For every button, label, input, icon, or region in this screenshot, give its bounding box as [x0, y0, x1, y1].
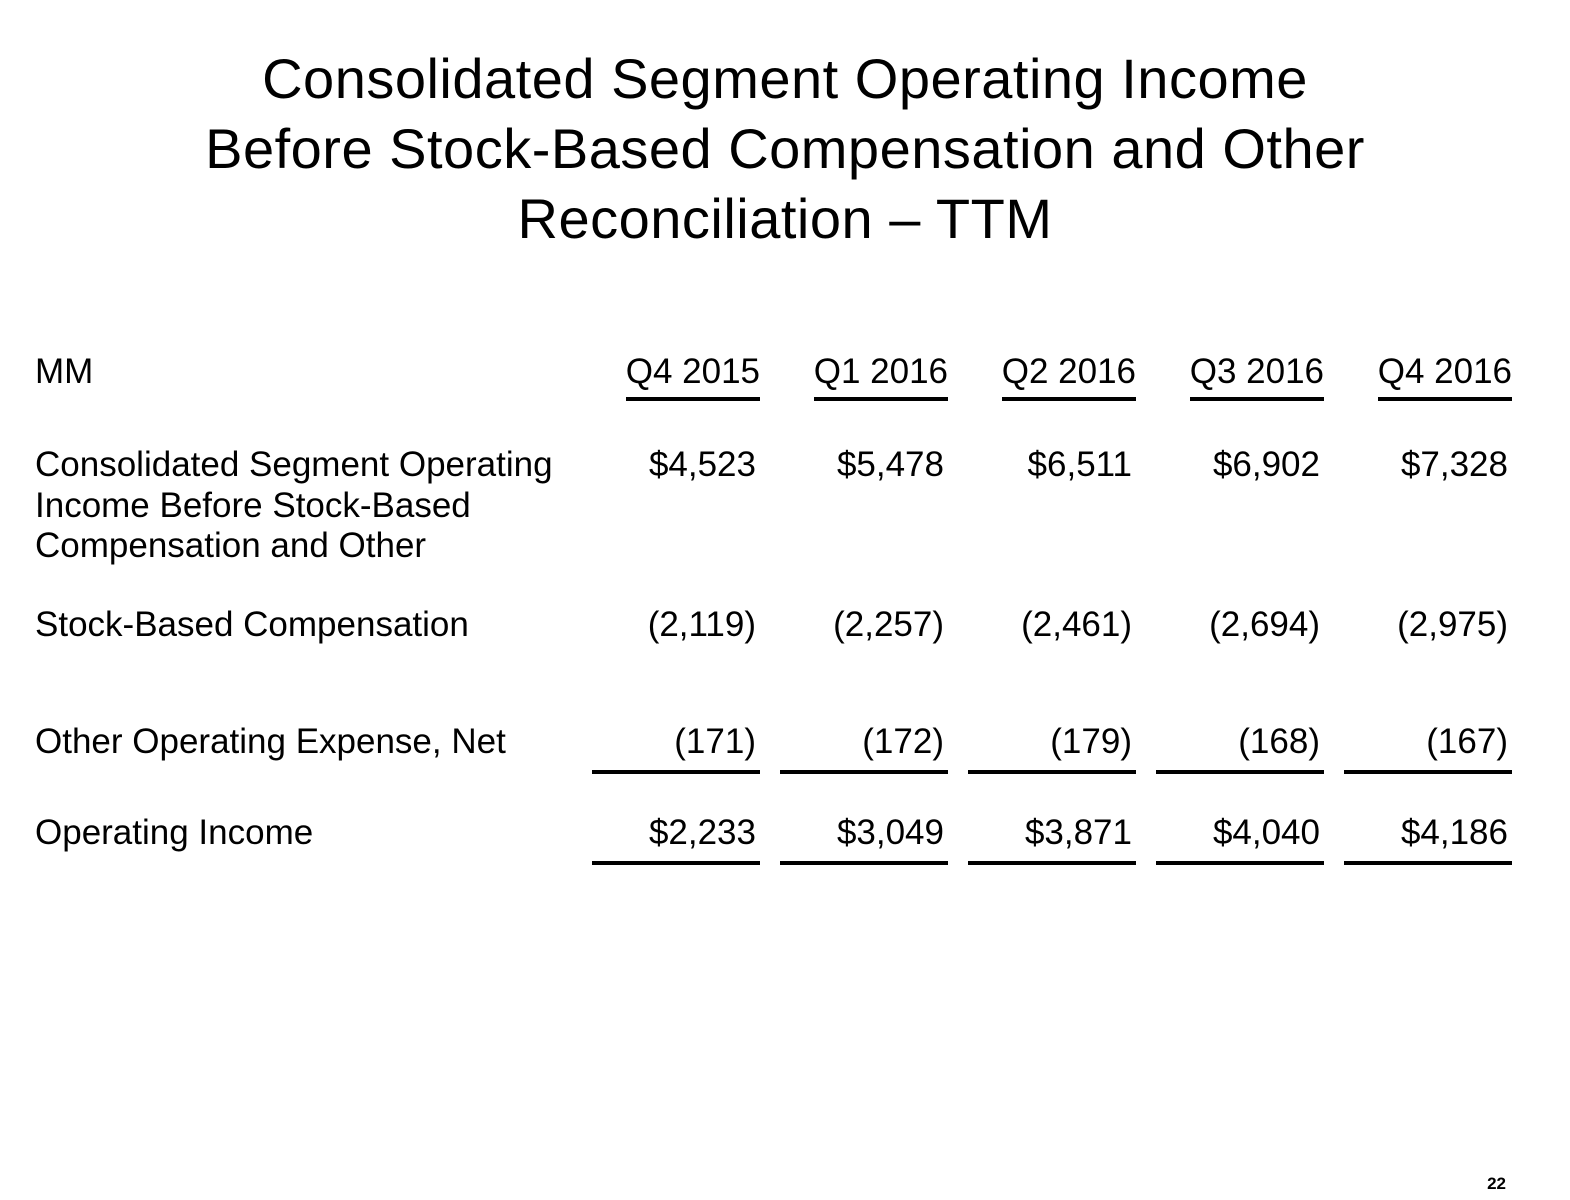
value: (172): [862, 722, 944, 761]
row-label: Operating Income: [35, 813, 314, 852]
value-rule-box: [1344, 445, 1512, 485]
page-title-line-1: Consolidated Segment Operating Income: [262, 47, 1308, 110]
value-cell: [1136, 605, 1324, 645]
value-rule-box: [780, 813, 948, 865]
unit-label: MM: [35, 352, 94, 391]
value: $2,233: [648, 813, 756, 852]
value: $6,902: [1212, 445, 1320, 484]
value-rule-box: [592, 445, 760, 485]
value-cell: [1324, 722, 1512, 774]
value-cell: [572, 722, 760, 774]
value-cell: [1324, 605, 1512, 645]
value-cell: [760, 605, 948, 645]
value-rule-box: [1344, 813, 1512, 865]
value-cell: [1324, 813, 1512, 865]
value-cell: [1136, 445, 1324, 485]
value-rule-box: [1344, 722, 1512, 774]
value: (2,461): [1021, 605, 1132, 644]
value-rule-box: [592, 722, 760, 774]
table-row: [35, 605, 1512, 646]
value-rule-box: [592, 813, 760, 865]
value-cell: [1324, 445, 1512, 485]
value-rule-box: [968, 445, 1136, 485]
value: $4,040: [1212, 813, 1320, 852]
table-row: [35, 722, 1512, 774]
row-label-cell: [35, 722, 572, 763]
value-cell: [948, 605, 1136, 645]
value-cell: [760, 722, 948, 774]
value-cell: [948, 722, 1136, 774]
value-rule-box: [1156, 605, 1324, 645]
column-header-q3-2016: Q3 2016: [1190, 352, 1324, 401]
value-cell: [572, 445, 760, 485]
value-rule-box: [968, 813, 1136, 865]
value: (168): [1238, 722, 1320, 761]
value-cell: [760, 445, 948, 485]
value-rule-box: [1344, 605, 1512, 645]
value: (2,694): [1209, 605, 1320, 644]
column-header-cell: [948, 352, 1136, 401]
column-header-cell: [760, 352, 948, 401]
column-header-cell: [572, 352, 760, 401]
row-label-cell: [35, 605, 572, 646]
page-number: 22: [1487, 1174, 1506, 1193]
value: $7,328: [1400, 445, 1508, 484]
value-rule-box: [968, 605, 1136, 645]
table-row: [35, 813, 1512, 865]
value-cell: [572, 813, 760, 865]
value-cell: [1136, 813, 1324, 865]
column-header-cell: [1324, 352, 1512, 401]
value-cell: [760, 813, 948, 865]
row-label: Stock-Based Compensation: [35, 605, 469, 644]
value-cell: [948, 445, 1136, 485]
table-header-row: [35, 352, 1512, 401]
page-title-line-3: Reconciliation – TTM: [517, 187, 1053, 250]
column-header-cell: [1136, 352, 1324, 401]
value-rule-box: [780, 445, 948, 485]
column-header-q4-2016: Q4 2016: [1378, 352, 1512, 401]
value: $6,511: [1027, 445, 1132, 484]
value-rule-box: [592, 605, 760, 645]
row-label-cell: [35, 445, 572, 567]
value: $4,186: [1400, 813, 1508, 852]
page-title-line-2: Before Stock-Based Compensation and Other: [205, 117, 1365, 180]
row-label: Other Operating Expense, Net: [35, 722, 506, 761]
value-rule-box: [1156, 813, 1324, 865]
column-header-q2-2016: Q2 2016: [1002, 352, 1136, 401]
table-row: [35, 445, 1512, 567]
value: $5,478: [836, 445, 944, 484]
value: (2,257): [833, 605, 944, 644]
value: $4,523: [648, 445, 756, 484]
value: (167): [1426, 722, 1508, 761]
column-header-q4-2015: Q4 2015: [626, 352, 760, 401]
value: $3,049: [836, 813, 944, 852]
value: (2,119): [647, 605, 756, 644]
value-rule-box: [968, 722, 1136, 774]
column-header-q1-2016: Q1 2016: [814, 352, 948, 401]
value-cell: [948, 813, 1136, 865]
value: $3,871: [1024, 813, 1132, 852]
value: (2,975): [1397, 605, 1508, 644]
value-rule-box: [1156, 722, 1324, 774]
value-cell: [1136, 722, 1324, 774]
row-label: Consolidated Segment Operating Income Before Stock-Based Compensation and Other: [35, 445, 553, 566]
value: (171): [674, 722, 756, 761]
row-label-cell: [35, 813, 572, 854]
page-title: [0, 44, 1570, 254]
value-rule-box: [780, 722, 948, 774]
value: (179): [1050, 722, 1132, 761]
value-rule-box: [1156, 445, 1324, 485]
value-rule-box: [780, 605, 948, 645]
value-cell: [572, 605, 760, 645]
